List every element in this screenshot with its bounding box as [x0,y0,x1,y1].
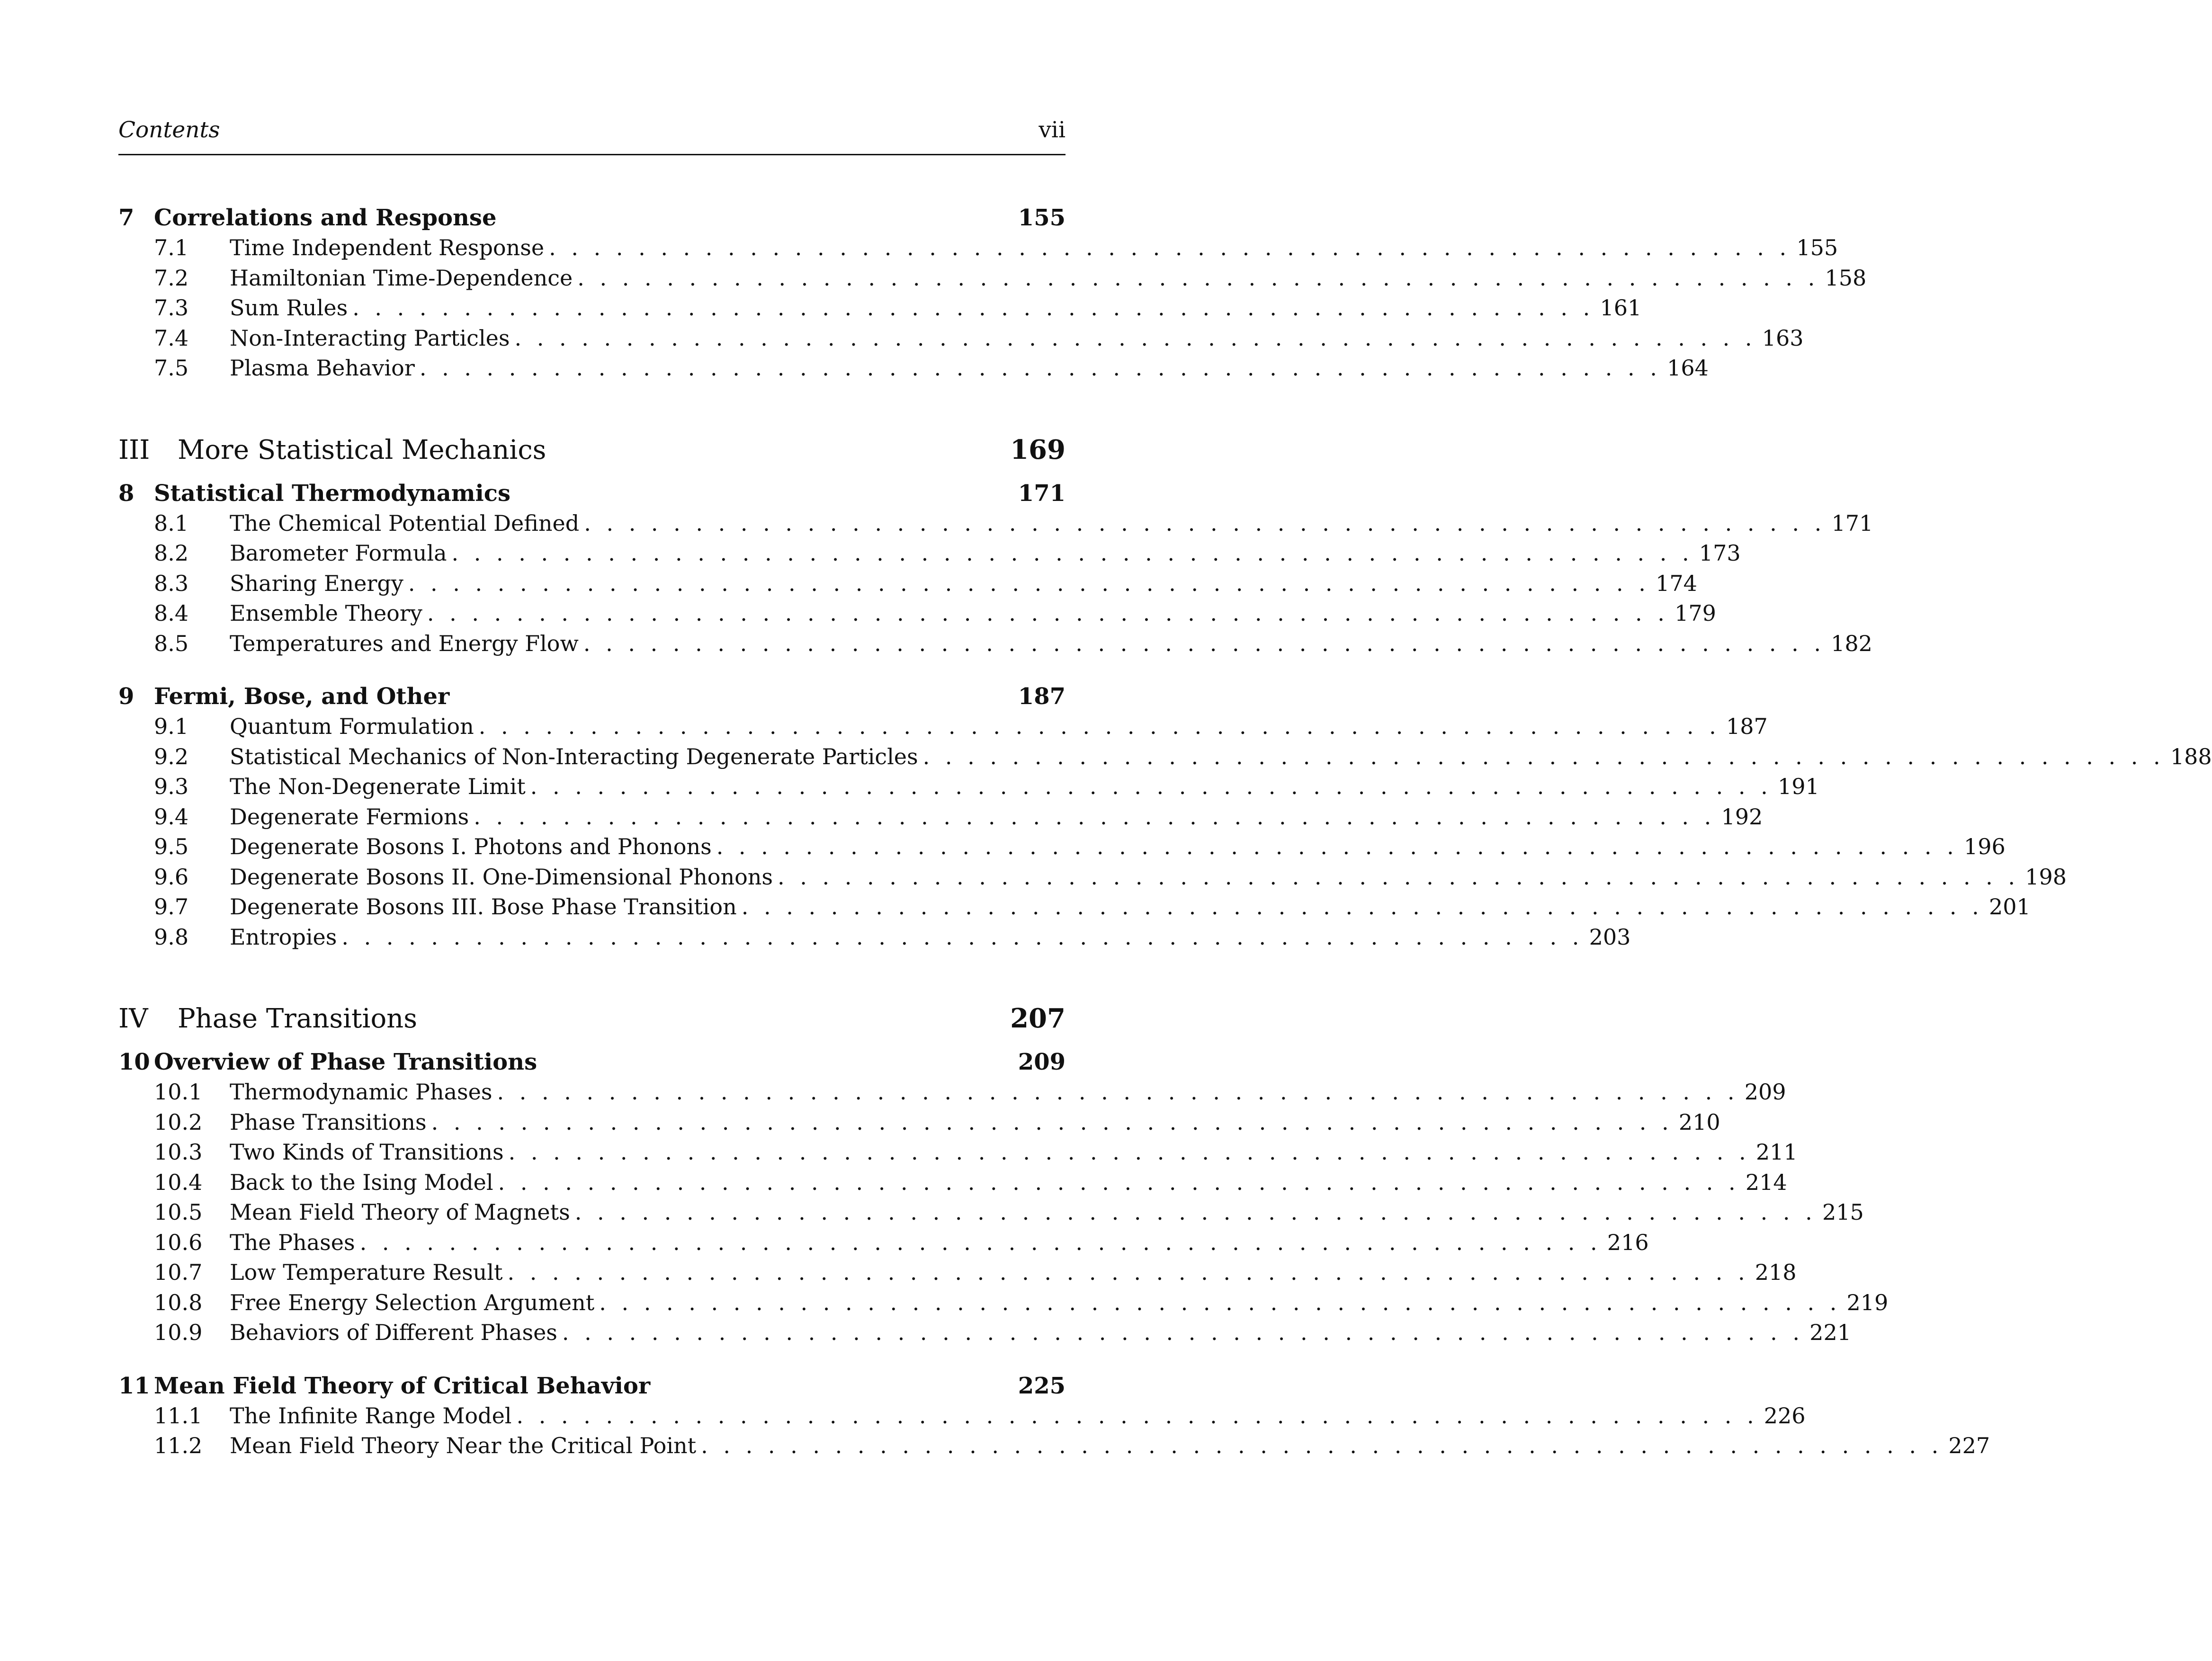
section-title: Low Temperature Result [230,1259,503,1285]
section-number: 10.7 [154,1259,203,1285]
section-page: 174 [1656,570,1697,596]
toc-entry[interactable] [118,802,1763,832]
section-number: 7.3 [154,295,189,321]
section-page: 164 [1667,355,1709,381]
dot-leader: . . . . . . . . . . . . . . . . . . . . . . . . . . . . . . . . . . . . . . . . . . . . . . . . . . . . . . . . [478,714,1720,739]
section-page: 179 [1675,600,1716,626]
chapter-number: 10 [118,1049,150,1075]
chapter-page: 155 [1018,205,1066,231]
section-title: Quantum Formulation [230,714,474,739]
toc-entry[interactable] [118,293,1642,323]
chapter-page: 225 [1018,1372,1066,1399]
section-title: Sum Rules [230,295,348,321]
section-title: Degenerate Fermions [230,804,469,830]
dot-leader: . . . . . . . . . . . . . . . . . . . . . . . . . . . . . . . . . . . . . . . . . . . . . . . . . . . . . . . . [741,894,1983,920]
section-number: 7.5 [154,355,189,381]
toc-entry[interactable] [118,629,1872,659]
section-page: 198 [2025,864,2067,890]
section-page: 192 [1721,804,1763,830]
toc-entry[interactable] [118,1288,1889,1318]
chapter-title: Fermi, Bose, and Other [154,683,450,710]
section-page: 221 [1809,1320,1851,1345]
section-title: Time Independent Response [230,235,545,260]
toc-entry[interactable] [118,233,1838,263]
chapter-title: Mean Field Theory of Critical Behavior [154,1372,651,1399]
section-title: Thermodynamic Phases [230,1079,493,1105]
section-title: The Infinite Range Model [230,1402,512,1429]
chapter-page: 209 [1018,1049,1066,1075]
chapter-8 [118,478,1873,659]
section-number: 7.2 [154,265,189,291]
section-number: 8.1 [154,510,189,536]
section-page: 209 [1744,1079,1786,1105]
section-title: Plasma Behavior [230,355,415,381]
toc-entry[interactable] [118,263,1867,294]
section-page: 226 [1764,1402,1806,1429]
dot-leader: . . . . . . . . . . . . . . . . . . . . . . . . . . . . . . . . . . . . . . . . . . . . . . . . . . . . . . . . [497,1079,1739,1105]
toc-entry[interactable] [118,1401,1806,1431]
section-title: The Chemical Potential Defined [230,510,580,536]
section-title: Phase Transitions [230,1109,427,1135]
section-page: 214 [1745,1169,1787,1195]
toc-entry[interactable] [118,712,1768,742]
section-page: 203 [1589,924,1631,950]
dot-leader: . . . . . . . . . . . . . . . . . . . . . . . . . . . . . . . . . . . . . . . . . . . . . . . . . . . . . . . . [778,864,2020,890]
section-title: Back to the Ising Model [230,1169,493,1195]
section-page: 158 [1825,265,1867,291]
section-page: 201 [1989,894,2031,920]
section-number: 10.8 [154,1289,203,1315]
toc-entry[interactable] [118,1228,1649,1258]
section-title: Two Kinds of Transitions [230,1139,504,1165]
section-number: 8.4 [154,600,189,626]
section-title: Degenerate Bosons III. Bose Phase Transition [230,894,737,920]
section-title: Behaviors of Different Phases [230,1320,557,1345]
dot-leader: . . . . . . . . . . . . . . . . . . . . . . . . . . . . . . . . . . . . . . . . . . . . . . . . . . . . . . . . [408,570,1650,596]
toc-entry[interactable] [118,538,1741,569]
section-number: 9.4 [154,804,189,830]
chapter-heading[interactable] [118,681,1066,712]
toc-entry[interactable] [118,569,1697,599]
header-rule [118,154,1066,155]
section-page: 215 [1822,1199,1864,1225]
toc-entry[interactable] [118,1107,1720,1138]
chapter-number: 8 [118,480,134,507]
running-head [118,111,1066,149]
section-page: 211 [1755,1139,1798,1165]
section-page: 227 [1948,1433,1990,1458]
section-number: 9.1 [154,714,189,739]
toc-entry[interactable] [118,1318,1851,1348]
part-page: 169 [1010,434,1066,465]
toc-entry[interactable] [118,832,2006,862]
section-number: 9.7 [154,894,189,920]
dot-leader: . . . . . . . . . . . . . . . . . . . . . . . . . . . . . . . . . . . . . . . . . . . . . . . . . . . . . . . . [341,924,1584,950]
dot-leader: . . . . . . . . . . . . . . . . . . . . . . . . . . . . . . . . . . . . . . . . . . . . . . . . . . . . . . . . [716,834,1958,859]
dot-leader: . . . . . . . . . . . . . . . . . . . . . . . . . . . . . . . . . . . . . . . . . . . . . . . . . . . . . . . . [599,1289,1841,1315]
section-number: 9.8 [154,924,189,950]
chapter-10 [118,1047,1889,1348]
dot-leader: . . . . . . . . . . . . . . . . . . . . . . . . . . . . . . . . . . . . . . . . . . . . . . . . . . . . . . . . [562,1320,1804,1345]
section-page: 171 [1831,510,1873,536]
section-page: 187 [1726,714,1768,739]
dot-leader: . . . . . . . . . . . . . . . . . . . . . . . . . . . . . . . . . . . . . . . . . . . . . . . . . . . . . . . . [584,510,1826,536]
chapter-7 [118,203,1867,384]
section-title: The Phases [230,1229,355,1255]
toc-entry[interactable] [118,1168,1787,1198]
chapter-number: 9 [118,683,134,710]
dot-leader: . . . . . . . . . . . . . . . . . . . . . . . . . . . . . . . . . . . . . . . . . . . . . . . . . . . . . . . . [508,1139,1750,1165]
toc-entry[interactable] [118,353,1709,384]
toc-page [118,111,2212,1461]
toc-entry[interactable] [118,772,1819,802]
section-number: 11.1 [154,1402,203,1429]
section-title: Statistical Mechanics of Non-Interacting Degenerate Particles [230,743,918,769]
chapter-9 [118,681,2212,952]
chapter-heading[interactable] [118,203,1066,233]
section-title: Entropies [230,924,337,950]
toc-entry[interactable] [118,1431,1990,1461]
dot-leader: . . . . . . . . . . . . . . . . . . . . . . . . . . . . . . . . . . . . . . . . . . . . . . . . . . . . . . . . [574,1199,1817,1225]
section-page: 219 [1846,1289,1889,1315]
chapter-title: Overview of Phase Transitions [154,1049,537,1075]
section-title: Temperatures and Energy Flow [230,630,579,656]
section-number: 8.5 [154,630,189,656]
part-title: Phase Transitions [178,1003,417,1034]
chapter-title: Correlations and Response [154,205,497,231]
toc-entry[interactable] [118,922,1631,953]
chapter-page: 187 [1018,683,1066,710]
part-4-heading[interactable] [118,1000,1066,1037]
section-page: 155 [1796,235,1838,260]
dot-leader: . . . . . . . . . . . . . . . . . . . . . . . . . . . . . . . . . . . . . . . . . . . . . . . . . . . . . . . . [359,1229,1602,1255]
section-number: 10.9 [154,1320,203,1345]
section-number: 9.2 [154,743,189,769]
chapter-heading[interactable] [118,478,1066,509]
dot-leader: . . . . . . . . . . . . . . . . . . . . . . . . . . . . . . . . . . . . . . . . . . . . . . . . . . . . . . . . [514,325,1756,351]
section-number: 9.3 [154,774,189,799]
section-page: 163 [1762,325,1804,351]
section-number: 10.1 [154,1079,203,1105]
section-title: Non-Interacting Particles [230,325,510,351]
dot-leader: . . . . . . . . . . . . . . . . . . . . . . . . . . . . . . . . . . . . . . . . . . . . . . . . . . . . . . . . [427,600,1669,626]
part-number: IV [118,1003,148,1034]
section-page: 210 [1678,1109,1720,1135]
section-number: 10.6 [154,1229,203,1255]
section-page: 196 [1963,834,2006,859]
section-page: 191 [1777,774,1819,799]
toc-entry[interactable] [118,509,1873,539]
dot-leader: . . . . . . . . . . . . . . . . . . . . . . . . . . . . . . . . . . . . . . . . . . . . . . . . . . . . . . . . [577,265,1819,291]
chapter-title: Statistical Thermodynamics [154,480,511,507]
dot-leader: . . . . . . . . . . . . . . . . . . . . . . . . . . . . . . . . . . . . . . . . . . . . . . . . . . . . . . . . [507,1259,1749,1285]
dot-leader: . . . . . . . . . . . . . . . . . . . . . . . . . . . . . . . . . . . . . . . . . . . . . . . . . . . . . . . . [474,804,1716,830]
section-number: 8.2 [154,540,189,566]
part-3-heading[interactable] [118,431,1066,469]
section-title: Ensemble Theory [230,600,422,626]
section-page: 188 [2170,743,2212,769]
part-page: 207 [1010,1003,1066,1034]
dot-leader: . . . . . . . . . . . . . . . . . . . . . . . . . . . . . . . . . . . . . . . . . . . . . . . . . . . . . . . . [451,540,1693,566]
dot-leader: . . . . . . . . . . . . . . . . . . . . . . . . . . . . . . . . . . . . . . . . . . . . . . . . . . . . . . . . [530,774,1772,799]
chapter-page: 171 [1018,480,1066,507]
section-number: 9.6 [154,864,189,890]
chapter-heading[interactable] [118,1047,1066,1077]
section-title: Degenerate Bosons I. Photons and Phonons [230,834,712,859]
running-head-title: Contents [118,117,220,143]
section-number: 10.3 [154,1139,203,1165]
section-number: 10.2 [154,1109,203,1135]
toc-entry[interactable] [118,742,2212,772]
dot-leader: . . . . . . . . . . . . . . . . . . . . . . . . . . . . . . . . . . . . . . . . . . . . . . . . . . . . . . . . [419,355,1661,381]
part-title: More Statistical Mechanics [178,434,546,465]
toc-entry[interactable] [118,323,1804,354]
section-title: Mean Field Theory Near the Critical Point [230,1433,697,1458]
dot-leader: . . . . . . . . . . . . . . . . . . . . . . . . . . . . . . . . . . . . . . . . . . . . . . . . . . . . . . . . [549,235,1791,260]
section-number: 11.2 [154,1433,203,1458]
dot-leader: . . . . . . . . . . . . . . . . . . . . . . . . . . . . . . . . . . . . . . . . . . . . . . . . . . . . . . . . [498,1169,1740,1195]
toc-entry[interactable] [118,1197,1864,1228]
toc-entry[interactable] [118,862,2067,893]
section-title: Sharing Energy [230,570,403,596]
section-number: 7.4 [154,325,189,351]
section-title: Free Energy Selection Argument [230,1289,595,1315]
section-page: 173 [1699,540,1741,566]
running-head-page: vii [1039,117,1066,143]
section-title: Barometer Formula [230,540,447,566]
dot-leader: . . . . . . . . . . . . . . . . . . . . . . . . . . . . . . . . . . . . . . . . . . . . . . . . . . . . . . . . [516,1402,1758,1429]
chapter-number: 11 [118,1372,150,1399]
toc-entry[interactable] [118,1258,1797,1288]
dot-leader: . . . . . . . . . . . . . . . . . . . . . . . . . . . . . . . . . . . . . . . . . . . . . . . . . . . . . . . . [922,743,2165,769]
toc-entry[interactable] [118,1137,1798,1168]
section-title: The Non-Degenerate Limit [230,774,526,799]
dot-leader: . . . . . . . . . . . . . . . . . . . . . . . . . . . . . . . . . . . . . . . . . . . . . . . . . . . . . . . . [352,295,1594,321]
part-number: III [118,434,150,465]
chapter-number: 7 [118,205,134,231]
section-number: 7.1 [154,235,189,260]
chapter-heading[interactable] [118,1371,1066,1401]
section-page: 161 [1600,295,1642,321]
dot-leader: . . . . . . . . . . . . . . . . . . . . . . . . . . . . . . . . . . . . . . . . . . . . . . . . . . . . . . . . [583,630,1825,656]
chapter-11 [118,1371,1990,1461]
dot-leader: . . . . . . . . . . . . . . . . . . . . . . . . . . . . . . . . . . . . . . . . . . . . . . . . . . . . . . . . [701,1433,1943,1458]
dot-leader: . . . . . . . . . . . . . . . . . . . . . . . . . . . . . . . . . . . . . . . . . . . . . . . . . . . . . . . . [431,1109,1673,1135]
section-number: 10.5 [154,1199,203,1225]
section-page: 216 [1607,1229,1649,1255]
section-page: 182 [1831,630,1872,656]
toc-entry[interactable] [118,598,1716,629]
section-title: Hamiltonian Time-Dependence [230,265,573,291]
section-page: 218 [1755,1259,1797,1285]
toc-entry[interactable] [118,1077,1786,1107]
section-title: Degenerate Bosons II. One-Dimensional Phonons [230,864,773,890]
section-number: 8.3 [154,570,189,596]
toc-entry[interactable] [118,892,2031,922]
section-number: 9.5 [154,834,189,859]
section-title: Mean Field Theory of Magnets [230,1199,570,1225]
section-number: 10.4 [154,1169,203,1195]
